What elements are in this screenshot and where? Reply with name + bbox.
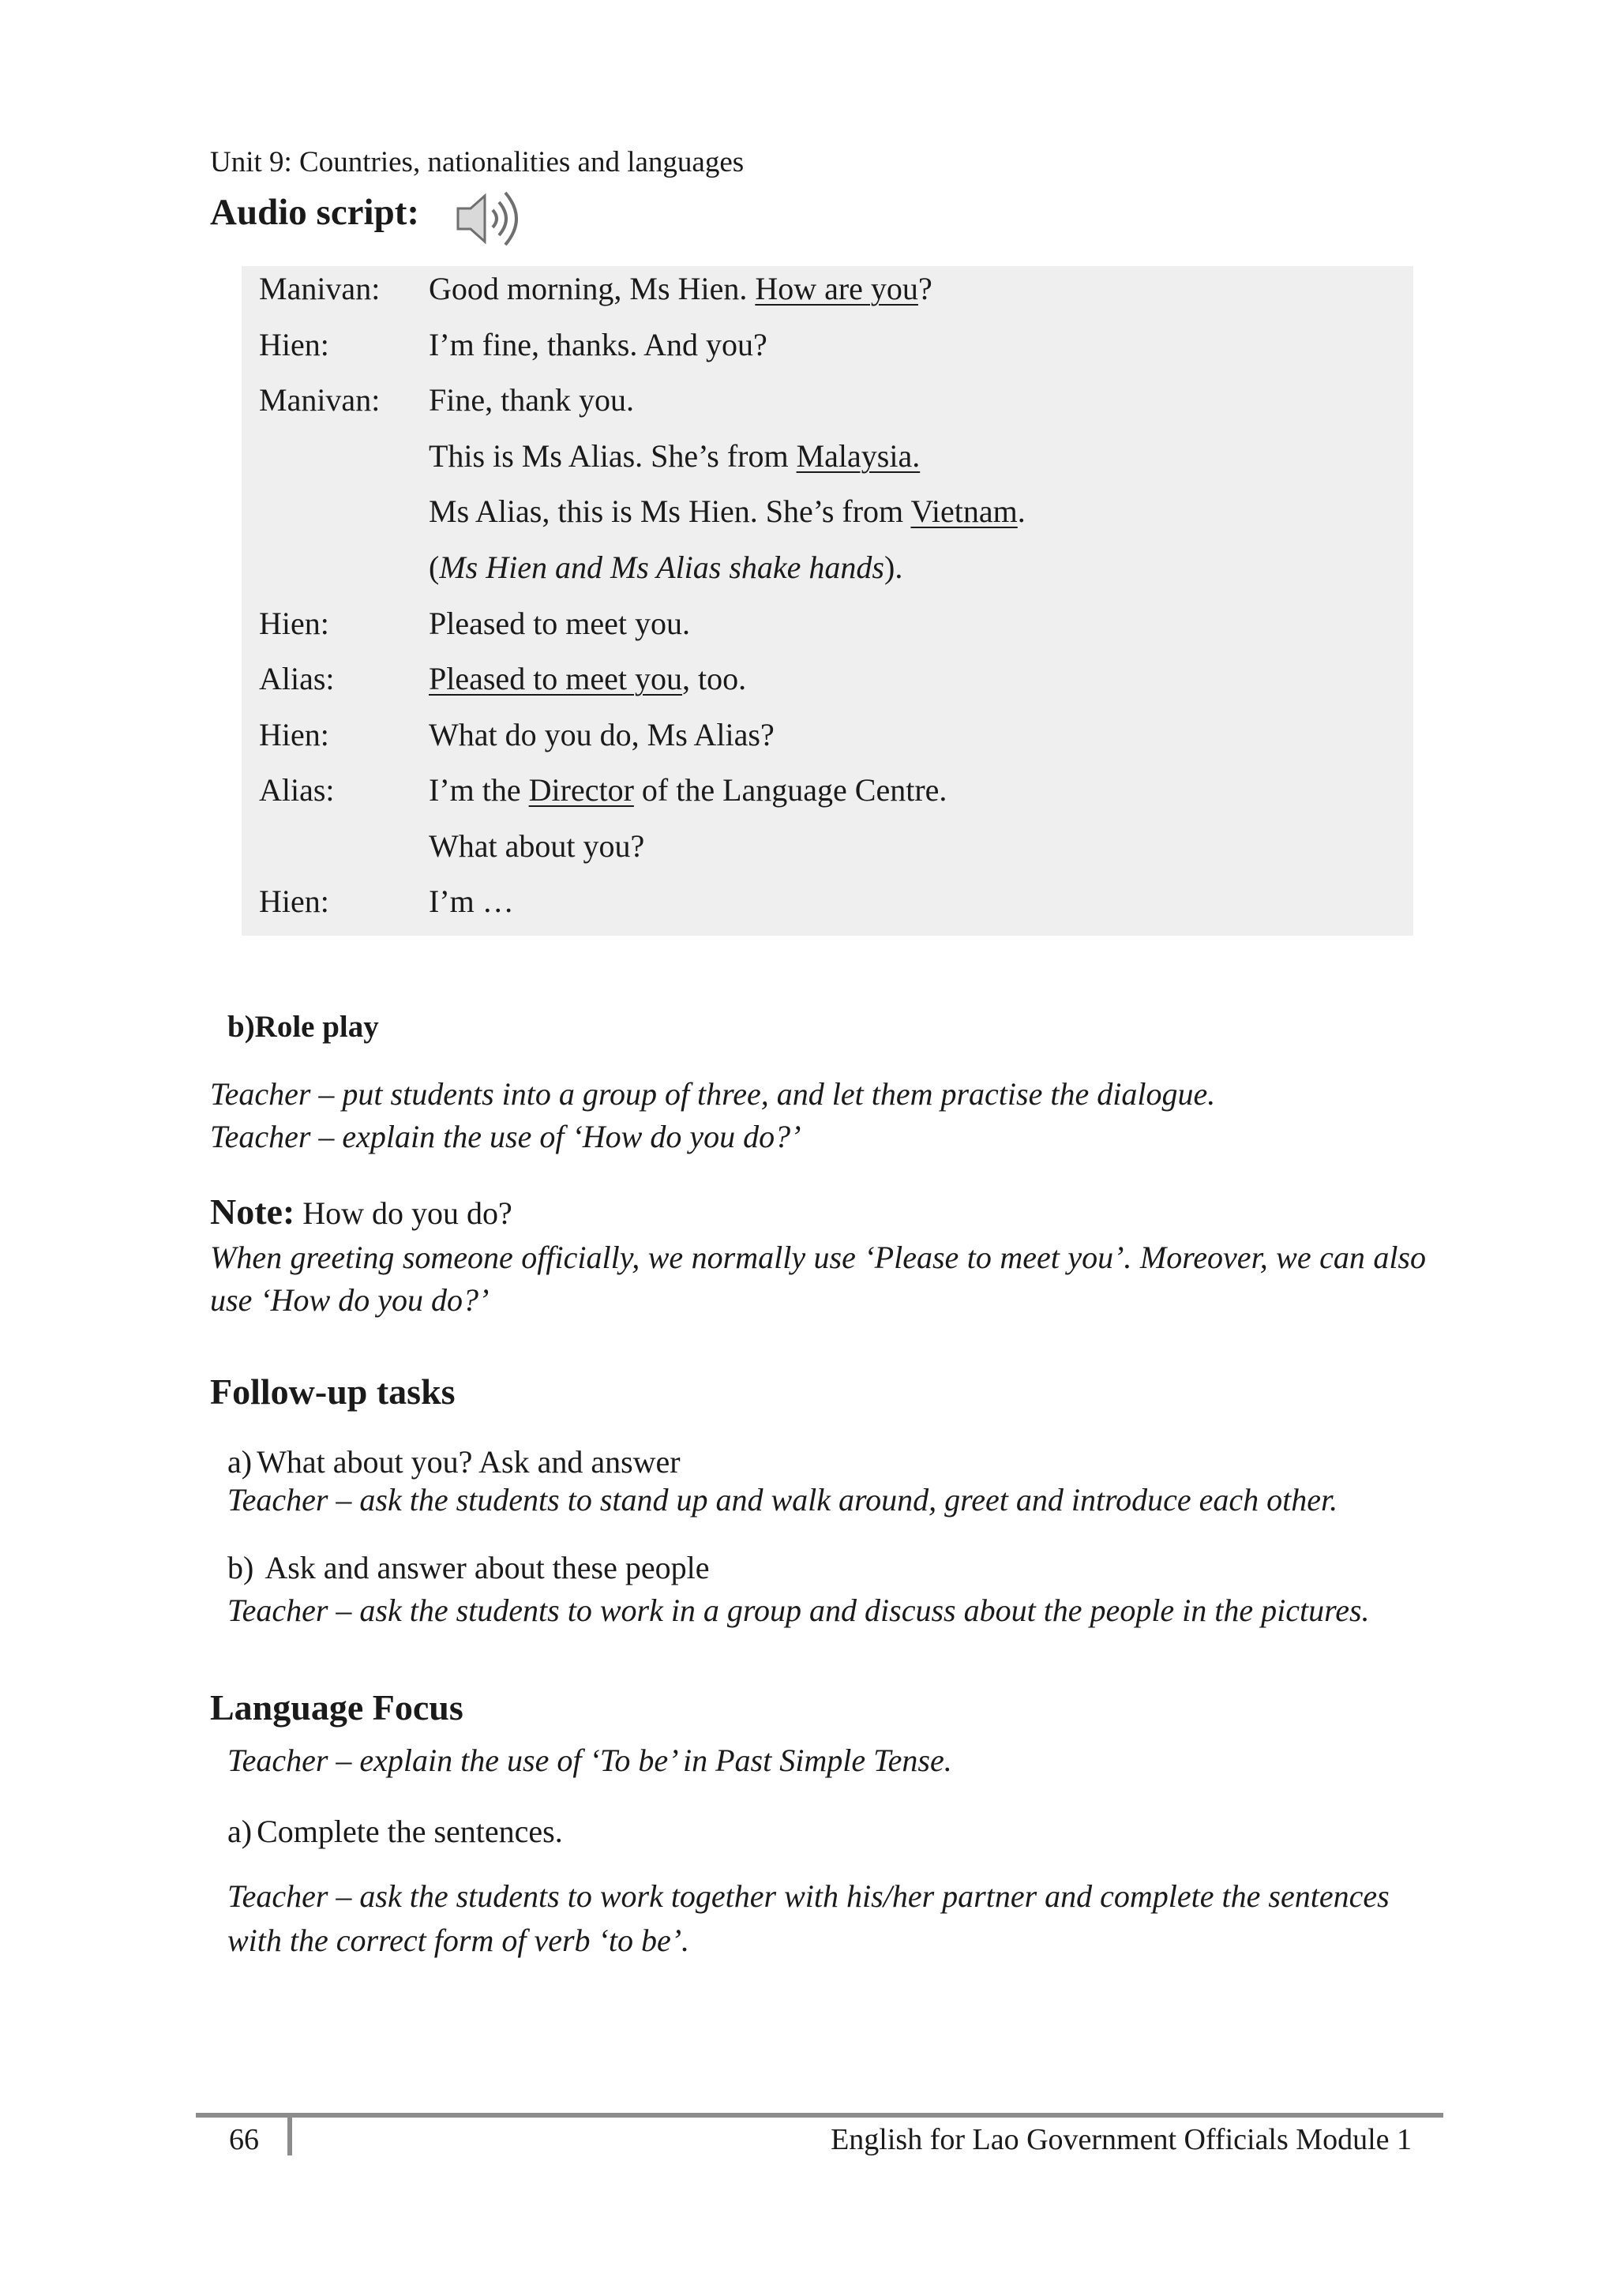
task-a [227, 1813, 563, 1850]
dialogue-line: I’m … [429, 884, 514, 919]
stage-direction: (Ms Hien and Ms Alias shake hands). [429, 550, 903, 585]
dialogue-line: Fine, thank you. [429, 382, 634, 418]
speaker-label: Alias: [259, 772, 335, 808]
dialogue-line: Pleased to meet you. [429, 606, 691, 641]
teacher-instruction: Teacher – ask the students to work together with his/her partner and complete the sentences with the correct form of verb ‘to be’. [227, 1878, 1390, 1958]
page-number: 66 [229, 2123, 259, 2156]
teacher-instruction: Teacher – ask the students to stand up and walk around, greet and introduce each other. [227, 1482, 1338, 1518]
teacher-instruction: Teacher – ask the students to work in a group and discuss about the people in the pictures. [227, 1593, 1370, 1628]
dialogue-line: I’m fine, thanks. And you? [429, 327, 767, 362]
follow-up-heading: Follow-up tasks [210, 1371, 456, 1412]
dialogue-line: Pleased to meet you, too. [429, 661, 747, 696]
dialogue-line: This is Ms Alias. She’s from Malaysia. [429, 438, 921, 474]
task-marker: a) [227, 1814, 253, 1849]
dialogue-line: Ms Alias, this is Ms Hien. She’s from Vietnam. [429, 493, 1026, 529]
note-body: When greeting someone officially, we normally use ‘Please to meet you’. Moreover, we can also use ‘How do you do?’ [210, 1240, 1426, 1318]
speaker-label: Hien: [259, 717, 329, 752]
speaker-label: Manivan: [259, 382, 381, 418]
dialogue-line: What about you? [429, 828, 645, 864]
note-label: Note: [210, 1191, 295, 1232]
speaker-icon [452, 183, 531, 254]
audio-script-heading: Audio script: [210, 192, 420, 233]
task-marker: b) [227, 1550, 254, 1585]
task-title: Complete the sentences. [257, 1814, 563, 1849]
teacher-instruction: Teacher – explain the use of ‘How do you do?’ [210, 1119, 801, 1154]
note-title: How do you do? [295, 1195, 512, 1231]
task-b [227, 1549, 710, 1586]
speaker-label: Alias: [259, 661, 335, 696]
task-marker: a) [227, 1444, 253, 1480]
audio-script-box [242, 266, 1413, 936]
running-title: Unit 9: Countries, nationalities and languages [210, 146, 745, 178]
role-play-heading: b)Role play [227, 1010, 379, 1044]
teacher-instruction: Teacher – explain the use of ‘To be’ in Past Simple Tense. [227, 1743, 952, 1778]
task-a [227, 1443, 681, 1480]
task-title: What about you? Ask and answer [257, 1444, 681, 1480]
dialogue-line: I’m the Director of the Language Centre. [429, 772, 947, 808]
note-heading [210, 1191, 512, 1232]
speaker-label: Hien: [259, 327, 329, 362]
speaker-label: Hien: [259, 884, 329, 919]
speaker-label: Hien: [259, 606, 329, 641]
footer-book-title: English for Lao Government Officials Module 1 [831, 2123, 1412, 2156]
speaker-label: Manivan: [259, 271, 381, 306]
footer-rule [196, 2113, 1443, 2118]
footer-divider [287, 2113, 292, 2155]
teacher-instruction: Teacher – put students into a group of three, and let them practise the dialogue. [210, 1076, 1216, 1112]
language-focus-heading: Language Focus [210, 1687, 463, 1728]
dialogue-line: Good morning, Ms Hien. How are you? [429, 271, 932, 306]
dialogue-line: What do you do, Ms Alias? [429, 717, 775, 752]
task-title: Ask and answer about these people [264, 1550, 710, 1585]
